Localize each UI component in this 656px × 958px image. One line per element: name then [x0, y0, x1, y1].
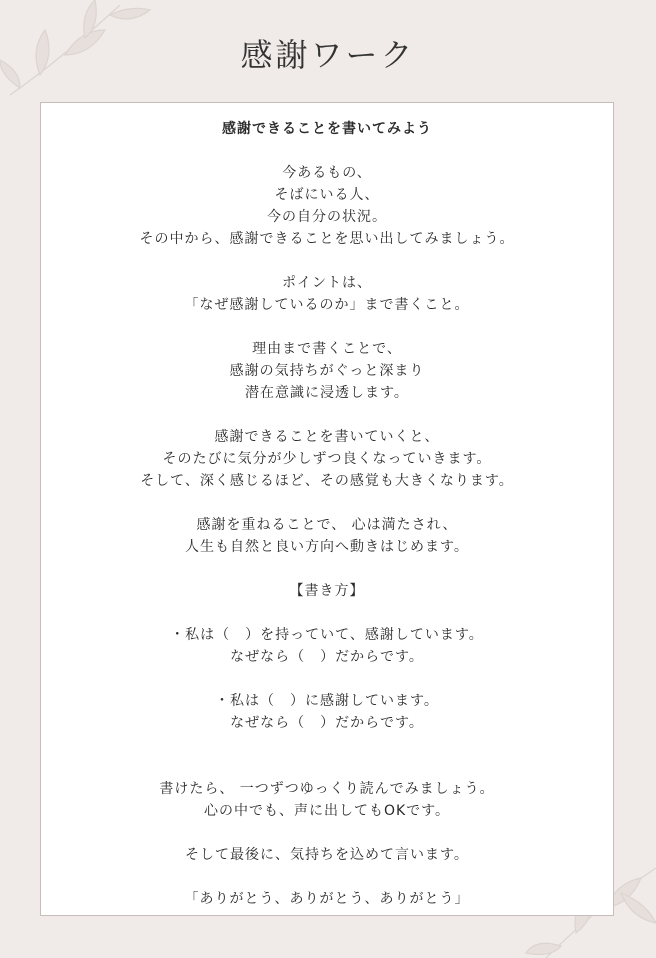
intro-line: そばにいる人、 [274, 187, 380, 203]
effect-line: 感謝できることを書いていくと、 [214, 429, 440, 445]
result-line: 人生も自然と良い方向へ動きはじめます。 [185, 539, 469, 555]
reason-line: 理由まで書くことで、 [252, 341, 402, 357]
effect-line: そして、深く感じるほど、その感覚も大きくなります。 [140, 473, 514, 489]
intro-line: 今あるもの、 [282, 165, 372, 181]
intro-line: その中から、感謝できることを思い出してみましょう。 [139, 231, 515, 247]
point-paragraph [41, 272, 613, 316]
result-paragraph [41, 514, 613, 558]
example-line: ・私は（ ）に感謝しています。 [215, 693, 439, 709]
intro-line: 今の自分の状況。 [267, 209, 387, 225]
effect-paragraph [41, 426, 613, 492]
card-heading: 感謝できることを書いてみよう [222, 121, 432, 137]
page-title: 感謝ワーク [240, 36, 416, 74]
example-two [41, 690, 613, 734]
result-line: 感謝を重ねることで、 心は満たされ、 [196, 517, 458, 533]
reason-paragraph [41, 338, 613, 404]
example-line: なぜなら（ ）だからです。 [230, 649, 424, 665]
example-line: ・私は（ ）を持っていて、感謝しています。 [170, 627, 484, 643]
point-line: 「なぜ感謝しているのか」まで書くこと。 [184, 297, 470, 313]
effect-line: そのたびに気分が少しずつ良くなっていきます。 [162, 451, 492, 467]
example-line: なぜなら（ ）だからです。 [230, 715, 424, 731]
reason-line: 潜在意識に浸透します。 [245, 385, 409, 401]
howto-title: 【書き方】 [289, 583, 365, 599]
example-one [41, 624, 613, 668]
closing-line: 心の中でも、声に出してもOKです。 [203, 803, 451, 819]
thanks-line: 「ありがとう、ありがとう、ありがとう」 [184, 891, 470, 907]
final-line: そして最後に、気持ちを込めて言います。 [185, 847, 469, 863]
point-line: ポイントは、 [282, 275, 372, 291]
closing-line: 書けたら、 一つずつゆっくり読んでみましょう。 [159, 781, 495, 797]
closing-paragraph [41, 778, 613, 822]
reason-line: 感謝の気持ちがぐっと深まり [229, 363, 425, 379]
intro-paragraph [41, 162, 613, 250]
content-card [40, 102, 614, 916]
